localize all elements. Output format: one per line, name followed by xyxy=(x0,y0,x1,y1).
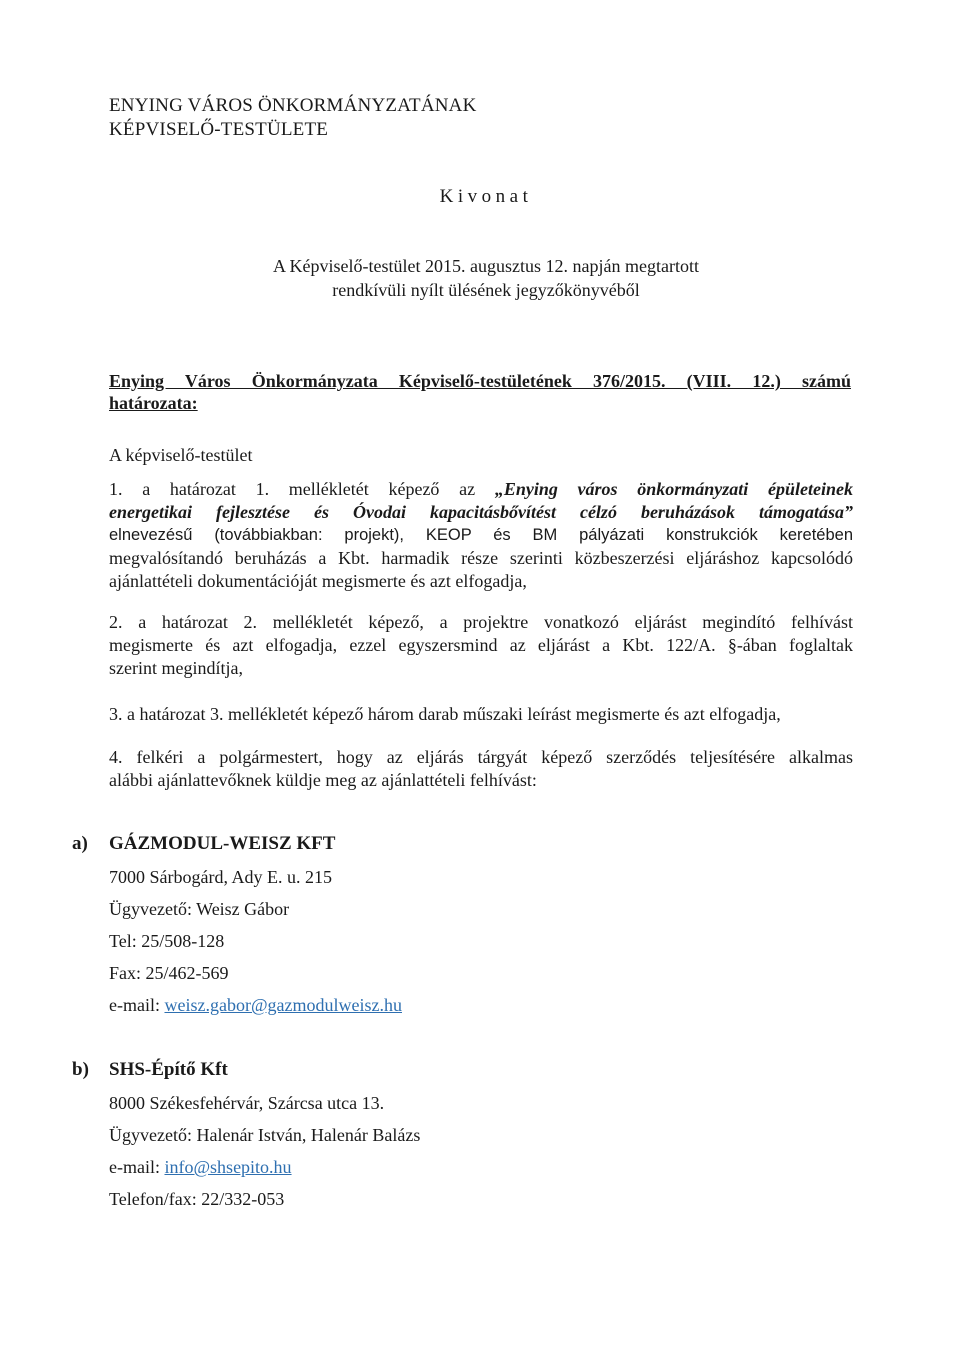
resolution-title xyxy=(109,370,851,414)
company-a-email-label: e-mail: xyxy=(109,995,165,1015)
company-b-email-label: e-mail: xyxy=(109,1157,165,1177)
company-a-tel: Tel: 25/508-128 xyxy=(109,931,225,951)
intro-line1: A Képviselő-testület 2015. augusztus 12. napján megtartott xyxy=(273,256,699,276)
resolution-title-line1: Enying Város Önkormányzata Képviselő-testületének 376/2015. (VIII. 12.) számú xyxy=(109,371,851,391)
paragraph-2-line3: szerint megindítja, xyxy=(109,658,243,678)
company-a-letter: a) xyxy=(72,833,88,854)
paragraph-1-line5: ajánlattételi dokumentációját megismerte és azt elfogadja, xyxy=(109,571,527,591)
company-a-email-link[interactable]: weisz.gabor@gazmodulweisz.hu xyxy=(164,995,402,1015)
paragraph-3 xyxy=(109,703,853,726)
paragraph-4-line1: 4. felkéri a polgármestert, hogy az eljárás tárgyát képező szerződés teljesítésére alkalmas xyxy=(109,747,853,767)
paragraph-1-line1-text: 1. a határozat 1. mellékletét képező az xyxy=(109,479,495,499)
paragraph-3-line1: 3. a határozat 3. mellékletét képező három darab műszaki leírást megismerte és azt elfogadja, xyxy=(109,704,781,724)
company-a-name: GÁZMODUL-WEISZ KFT xyxy=(109,833,336,854)
company-b-email-row xyxy=(109,1157,292,1178)
company-b-phone: Telefon/fax: 22/332-053 xyxy=(109,1189,285,1209)
paragraph-4-line2: alábbi ajánlattevőknek küldje meg az ajánlattételi felhívást: xyxy=(109,770,537,790)
paragraph-4 xyxy=(109,746,853,792)
company-a-email-row xyxy=(109,995,402,1016)
company-a-address: 7000 Sárbogárd, Ady E. u. 215 xyxy=(109,867,332,887)
document-type-title: Kivonat xyxy=(439,186,533,207)
council-name-line2: KÉPVISELŐ-TESTÜLETE xyxy=(109,119,329,140)
company-b-address: 8000 Székesfehérvár, Szárcsa utca 13. xyxy=(109,1093,385,1113)
company-b-email-link[interactable]: info@shsepito.hu xyxy=(164,1157,292,1177)
paragraph-1-line3: elnevezésű (továbbiakban: projekt), KEOP és BM pályázati konstrukciók keretében xyxy=(109,526,853,544)
paragraph-1 xyxy=(109,478,853,593)
intro-line2: rendkívüli nyílt ülésének jegyzőkönyvéből xyxy=(332,280,640,300)
company-b-letter: b) xyxy=(72,1059,89,1080)
paragraph-2 xyxy=(109,611,853,680)
paragraph-1-line4: megvalósítandó beruházás a Kbt. harmadik része szerinti közbeszerzési eljáráshoz kapcsolódó xyxy=(109,548,853,568)
paragraph-2-line1: 2. a határozat 2. mellékletét képező, a projektre vonatkozó eljárást megindító felhívást xyxy=(109,612,853,632)
company-b-manager: Ügyvezető: Halenár István, Halenár Balázs xyxy=(109,1125,421,1145)
resolution-title-line2: határozata: xyxy=(109,393,198,413)
company-a-manager: Ügyvezető: Weisz Gábor xyxy=(109,899,290,919)
company-b-name: SHS-Építő Kft xyxy=(109,1059,228,1080)
project-title-part1: „Enying város önkormányzati épületeinek xyxy=(494,479,853,499)
company-a-fax: Fax: 25/462-569 xyxy=(109,963,229,983)
lead-text: A képviselő-testület xyxy=(109,445,253,465)
paragraph-1-line1 xyxy=(109,478,853,501)
paragraph-2-line2: megismerte és azt elfogadja, ezzel egyszersmind az eljárást a Kbt. 122/A. §-ában foglaltak xyxy=(109,635,853,655)
project-title-part2: energetikai fejlesztése és Óvodai kapacitásbővítést célzó beruházások támogatása” xyxy=(109,502,853,522)
council-name-line1: ENYING VÁROS ÖNKORMÁNYZATÁNAK xyxy=(109,95,477,116)
